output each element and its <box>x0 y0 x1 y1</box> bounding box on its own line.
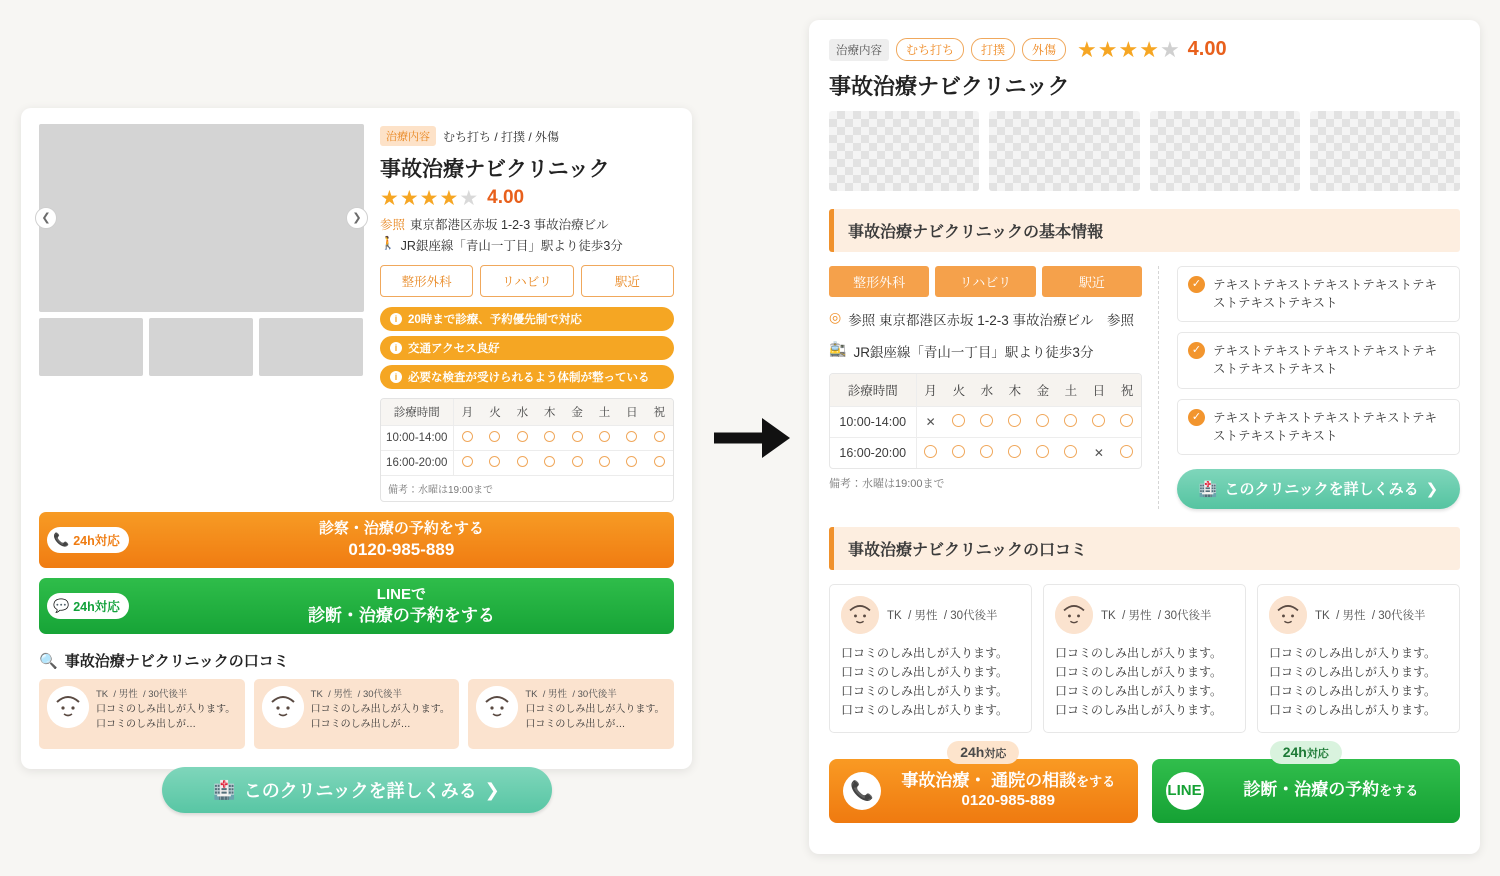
badge-24h <box>947 741 1019 764</box>
access-text: JR銀座線「青山一丁目」駅より徒歩3分 <box>853 345 1094 360</box>
day-header: 木 <box>536 399 563 426</box>
view-clinic-detail-label: このクリニックを詳しくみる <box>1224 481 1419 499</box>
hours-col-label: 診療時間 <box>381 399 453 426</box>
feature-label: 交通アクセス良好 <box>408 343 500 355</box>
badge-24h-number: 24h <box>960 743 985 760</box>
highlight-text: テキストテキストテキストテキストテキストテキストテキスト <box>1213 344 1438 377</box>
hours-cell-open <box>1057 438 1085 469</box>
chevron-right-icon: ❯ <box>484 779 500 800</box>
avatar <box>1055 596 1093 634</box>
review-author: TK <box>1315 609 1330 622</box>
line-button-line2: 診断・治療の予約をする <box>307 605 495 625</box>
review-age: 30代後半 <box>950 609 998 622</box>
review-body: 口コミのしみ出しが入ります。口コミのしみ出しが入ります。口コミのしみ出しが入ります。口コミのしみ出しが入ります。 <box>1269 645 1437 718</box>
avatar <box>47 686 89 728</box>
list-item <box>468 679 674 749</box>
hours-cell <box>646 451 673 476</box>
day-header: 金 <box>1029 374 1057 407</box>
rating <box>380 187 674 209</box>
list-item <box>1177 332 1460 388</box>
rating-value: 4.00 <box>1187 38 1227 60</box>
line-icon: LINE <box>1166 772 1204 810</box>
badge-24h-number: 24h <box>1282 743 1307 760</box>
address-line <box>829 309 1142 329</box>
gallery-image[interactable] <box>1150 111 1300 191</box>
day-header: 水 <box>509 399 536 426</box>
tel-button-line1: 診察・治療の予約をする <box>318 520 484 537</box>
list-item <box>254 679 460 749</box>
day-header: 日 <box>618 399 645 426</box>
review-header <box>1055 596 1234 634</box>
tel-consultation-button[interactable] <box>829 743 1138 823</box>
feature-label: 20時まで診療、予約優先制で対応 <box>408 314 582 326</box>
list-item <box>39 679 245 749</box>
day-header: 祝 <box>1113 374 1141 407</box>
review-meta: TK / 男性 / 30代後半 <box>1101 609 1212 622</box>
avatar <box>262 686 304 728</box>
clinic-info <box>380 124 674 502</box>
phone-icon: 📞 <box>843 772 881 810</box>
clinic-card-expanded <box>809 20 1480 854</box>
address-text: 参照 東京都港区赤坂 1-2-3 事故治療ビル 参照 <box>848 313 1134 328</box>
treatment-pill: 外傷 <box>1022 38 1066 61</box>
hours-cell-open <box>973 438 1001 469</box>
phone-icon: 📞 <box>53 532 70 547</box>
gallery-image[interactable] <box>1310 111 1460 191</box>
review-body: 口コミのしみ出しが入ります。口コミのしみ出しが… <box>525 704 665 730</box>
hours-cell <box>618 451 645 476</box>
tel-button-text <box>129 520 674 560</box>
gallery-image[interactable] <box>829 111 979 191</box>
chip-rehab[interactable]: リハビリ <box>935 266 1035 297</box>
hours-time: 10:00-14:00 <box>830 407 916 438</box>
access-line <box>829 341 1142 361</box>
basic-info-body <box>829 266 1460 509</box>
review-meta: TK / 男性 / 30代後半 <box>1315 609 1426 622</box>
check-circle-icon: ✓ <box>1188 342 1205 359</box>
review-gender: 男性 <box>118 689 138 700</box>
hours-cell-open <box>973 407 1001 438</box>
day-header: 月 <box>453 399 481 426</box>
list-item <box>1177 266 1460 322</box>
address-line <box>380 215 674 233</box>
review-author: TK <box>96 689 109 700</box>
avatar <box>1269 596 1307 634</box>
review-body: 口コミのしみ出しが入ります。口コミのしみ出しが… <box>96 704 236 730</box>
star-rating-icon: ★★★★★ <box>380 186 480 210</box>
basic-info-right <box>1159 266 1460 509</box>
treatment-tags <box>829 38 1460 61</box>
hours-cell <box>591 426 618 451</box>
table-row <box>830 438 1141 469</box>
highlight-list <box>1177 266 1460 455</box>
review-body: 口コミのしみ出しが入ります。口コミのしみ出しが… <box>310 704 450 730</box>
hours-cell-open <box>1001 407 1029 438</box>
hours-note: 備考：水曜は19:00まで <box>388 485 494 496</box>
day-header: 祝 <box>646 399 673 426</box>
treatment-tag-label: 治療内容 <box>380 126 436 146</box>
hours-cell <box>618 426 645 451</box>
hours-cell <box>563 426 590 451</box>
feature-chips <box>380 265 674 297</box>
badge-24h <box>1270 741 1342 764</box>
tel-button-number: 0120-985-889 <box>961 791 1055 809</box>
access-text: JR銀座線「青山一丁目」駅より徒歩3分 <box>400 239 623 253</box>
chip-specialty[interactable]: 整形外科 <box>380 265 473 297</box>
badge-24h <box>47 593 129 619</box>
hours-cell-closed: ✕ <box>916 407 945 438</box>
hospital-icon: 🏥 <box>213 779 236 800</box>
tel-button-line1: 事故治療・ 通院の相談をする <box>901 771 1116 791</box>
hours-cell <box>536 426 563 451</box>
day-header: 土 <box>591 399 618 426</box>
page-title: 事故治療ナビクリニック <box>380 158 610 181</box>
review-header <box>1269 596 1448 634</box>
review-age: 30代後半 <box>577 689 617 700</box>
list-item <box>1043 584 1246 733</box>
review-search-icon: 🔍 <box>39 652 58 670</box>
treatment-tag-label: 治療内容 <box>829 39 889 61</box>
hospital-icon: 🏥 <box>1198 480 1218 498</box>
avatar <box>841 596 879 634</box>
gallery-next-icon[interactable]: ❯ <box>346 207 368 229</box>
address-text: 東京都港区赤坂 1-2-3 事故治療ビル <box>410 218 609 232</box>
line-button-line1: 診断・治療の予約をする <box>1243 780 1419 800</box>
treatment-pill: 打撲 <box>971 38 1015 61</box>
chevron-right-icon: ❯ <box>1425 480 1439 498</box>
feature-item <box>380 307 674 331</box>
hours-cell-open <box>945 407 973 438</box>
rating-value: 4.00 <box>487 187 525 208</box>
review-list <box>39 679 674 749</box>
list-item <box>829 584 1032 733</box>
review-author: TK <box>310 689 323 700</box>
line-reservation-button[interactable] <box>1152 743 1461 823</box>
highlight-text: テキストテキストテキストテキストテキストテキストテキスト <box>1213 410 1438 443</box>
view-clinic-detail-label: このクリニックを詳しくみる <box>243 781 477 801</box>
hours-cell-open <box>1029 407 1057 438</box>
hours-table-compact <box>380 398 674 502</box>
table-row <box>381 426 673 451</box>
review-age: 30代後半 <box>1164 609 1212 622</box>
train-icon: 🚉 <box>829 341 847 357</box>
clinic-card-compact <box>21 108 692 801</box>
chip-rehab[interactable]: リハビリ <box>480 265 573 297</box>
hours-note: 備考：水曜は19:00まで <box>829 478 945 490</box>
review-age: 30代後半 <box>148 689 188 700</box>
hours-cell <box>453 426 481 451</box>
feature-item <box>380 365 674 389</box>
hours-cell <box>536 451 563 476</box>
image-gallery <box>829 111 1460 191</box>
info-icon: i <box>390 371 402 383</box>
hours-cell-open <box>1057 407 1085 438</box>
chip-specialty[interactable]: 整形外科 <box>829 266 929 297</box>
day-header: 水 <box>973 374 1001 407</box>
line-button-text <box>1216 780 1447 800</box>
walk-icon: 🚶 <box>380 236 396 250</box>
review-meta: TK / 男性 / 30代後半 <box>525 689 617 700</box>
highlight-text: テキストテキストテキストテキストテキストテキストテキスト <box>1213 278 1438 311</box>
thumbnail[interactable] <box>259 318 363 376</box>
treatment-tags <box>380 126 674 146</box>
review-gender: 男性 <box>1342 609 1366 622</box>
compact-top <box>39 124 674 502</box>
review-meta: TK / 男性 / 30代後半 <box>887 609 998 622</box>
badge-24h <box>47 527 129 553</box>
info-icon: i <box>390 342 402 354</box>
address-ref-label: 参照 <box>380 218 406 232</box>
check-circle-icon: ✓ <box>1188 276 1205 293</box>
reviews-heading-label: 事故治療ナビクリニックの口コミ <box>64 653 289 670</box>
image-gallery <box>39 124 364 502</box>
tel-reservation-button[interactable] <box>39 512 674 568</box>
treatment-pill: むち打ち <box>896 38 964 61</box>
hours-cell-open <box>1001 438 1029 469</box>
line-reservation-button[interactable] <box>39 578 674 634</box>
hours-table <box>829 373 1142 469</box>
star-rating-icon: ★★★★★ <box>1077 36 1181 62</box>
day-header: 火 <box>945 374 973 407</box>
reviews-heading <box>39 650 674 671</box>
feature-list <box>380 307 674 389</box>
hours-cell <box>509 426 536 451</box>
gallery-prev-icon[interactable]: ❮ <box>35 207 57 229</box>
access-line <box>380 236 674 254</box>
hours-cell <box>591 451 618 476</box>
hours-cell <box>453 451 481 476</box>
line-icon: 💬 <box>53 598 70 613</box>
hours-cell-open <box>916 438 945 469</box>
review-gender: 男性 <box>914 609 938 622</box>
thumbnail[interactable] <box>149 318 253 376</box>
feature-chips <box>829 266 1142 297</box>
thumbnail[interactable] <box>39 318 143 376</box>
thumbnail-row <box>39 318 364 376</box>
avatar <box>476 686 518 728</box>
review-body: 口コミのしみ出しが入ります。口コミのしみ出しが入ります。口コミのしみ出しが入ります。口コミのしみ出しが入ります。 <box>1055 645 1223 718</box>
info-icon: i <box>390 313 402 325</box>
review-header <box>841 596 1020 634</box>
treatment-tag-text: むち打ち / 打撲 / 外傷 <box>443 129 560 144</box>
hours-cell-open <box>945 438 973 469</box>
hours-col-label: 診療時間 <box>830 374 916 407</box>
feature-label: 必要な検査が受けられるよう体制が整っている <box>408 372 650 384</box>
list-item <box>1257 584 1460 733</box>
check-circle-icon: ✓ <box>1188 409 1205 426</box>
section-heading-reviews: 事故治療ナビクリニックの口コミ <box>829 527 1460 570</box>
chip-near-station[interactable]: 駅近 <box>581 265 674 297</box>
review-age: 30代後半 <box>1378 609 1426 622</box>
gallery-image[interactable] <box>989 111 1139 191</box>
page-title: 事故治療ナビクリニック <box>829 74 1070 99</box>
badge-24h-label: 対応 <box>984 747 1007 760</box>
review-list <box>829 584 1460 733</box>
chip-near-station[interactable]: 駅近 <box>1042 266 1142 297</box>
hours-cell-open <box>1113 438 1141 469</box>
review-meta: TK / 男性 / 30代後半 <box>96 689 188 700</box>
hours-cell-open <box>1113 407 1141 438</box>
day-header: 月 <box>916 374 945 407</box>
review-gender: 男性 <box>333 689 353 700</box>
hours-cell-open <box>1029 438 1057 469</box>
basic-info-left <box>829 266 1159 509</box>
section-heading-basic-info: 事故治療ナビクリニックの基本情報 <box>829 209 1460 252</box>
badge-24h-label: 対応 <box>1306 747 1329 760</box>
line-button-line1: LINEで <box>376 586 426 603</box>
review-age: 30代後半 <box>362 689 403 700</box>
review-author: TK <box>525 689 538 700</box>
review-author: TK <box>887 609 902 622</box>
cta-row <box>829 743 1460 823</box>
hours-cell <box>481 451 508 476</box>
table-row <box>830 407 1141 438</box>
review-gender: 男性 <box>1128 609 1152 622</box>
view-clinic-detail-button[interactable] <box>162 767 552 813</box>
hours-cell-closed: ✕ <box>1093 446 1104 460</box>
review-meta: TK / 男性 / 30代後半 <box>310 689 403 700</box>
badge-24h-label: 24h対応 <box>73 534 120 548</box>
day-header: 木 <box>1001 374 1029 407</box>
hours-cell <box>563 451 590 476</box>
review-gender: 男性 <box>548 689 568 700</box>
day-header: 日 <box>1085 374 1113 407</box>
hours-cell-open <box>1085 407 1113 438</box>
badge-24h-label: 24h対応 <box>73 600 120 614</box>
main-image <box>39 124 364 312</box>
review-body: 口コミのしみ出しが入ります。口コミのしみ出しが入ります。口コミのしみ出しが入ります。口コミのしみ出しが入ります。 <box>841 645 1009 718</box>
feature-item <box>380 336 674 360</box>
line-button-text <box>129 586 674 626</box>
hours-time: 16:00-20:00 <box>381 451 453 476</box>
hours-time: 10:00-14:00 <box>381 426 453 451</box>
location-pin-icon: ◎ <box>829 309 842 325</box>
review-author: TK <box>1101 609 1116 622</box>
hours-cell <box>509 451 536 476</box>
transform-arrow-icon <box>712 412 792 464</box>
hours-time: 16:00-20:00 <box>830 438 916 469</box>
list-item <box>1177 399 1460 455</box>
hours-cell <box>646 426 673 451</box>
day-header: 土 <box>1057 374 1085 407</box>
day-header: 火 <box>481 399 508 426</box>
tel-button-text <box>893 771 1124 809</box>
day-header: 金 <box>563 399 590 426</box>
view-clinic-detail-button[interactable] <box>1177 469 1460 509</box>
table-row <box>381 451 673 476</box>
hours-cell <box>481 426 508 451</box>
tel-button-number: 0120-985-889 <box>348 539 455 559</box>
